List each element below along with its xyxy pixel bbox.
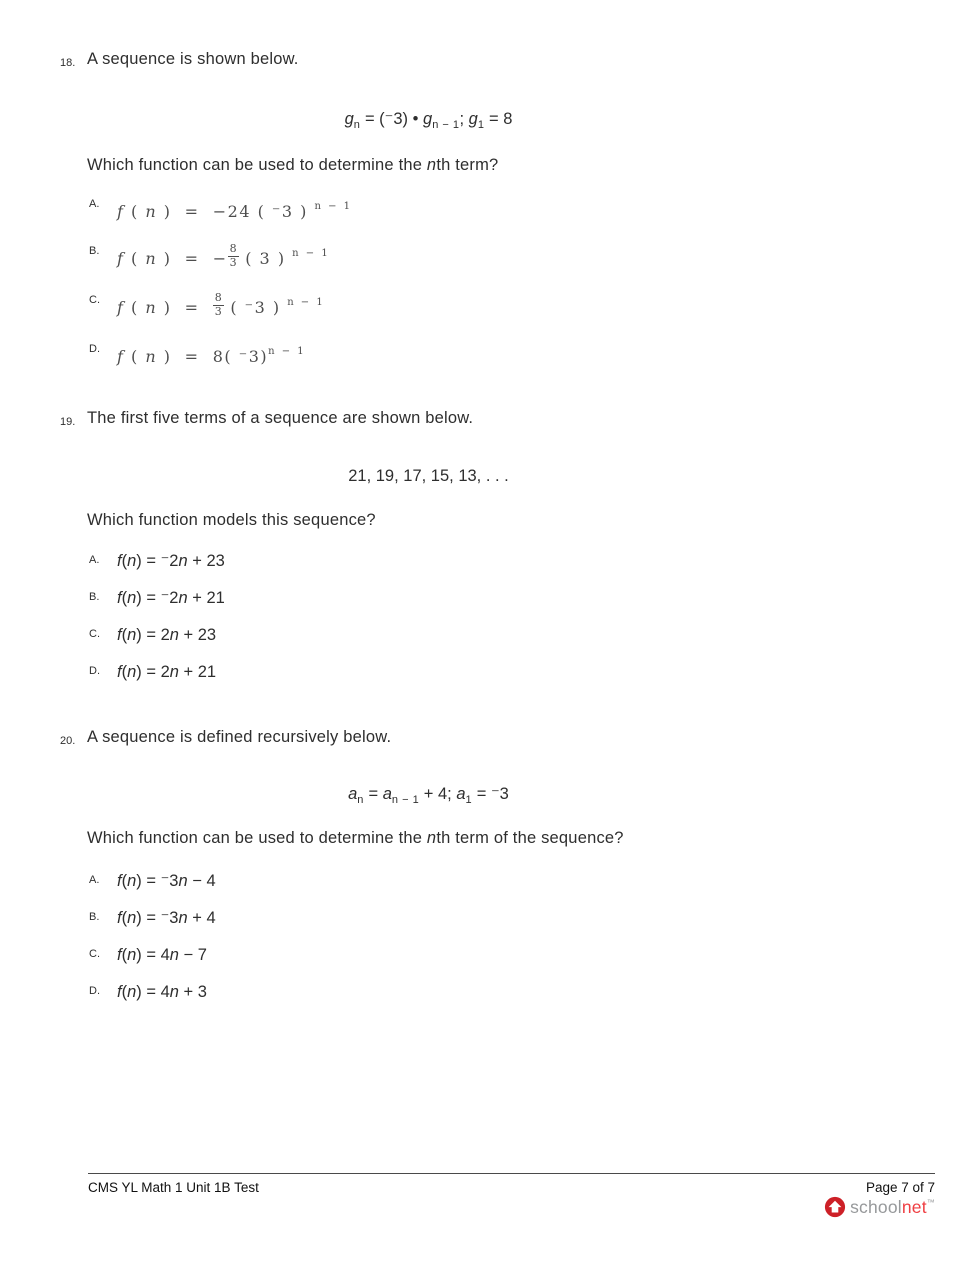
choice-formula: f(n) = 2n + 23 [117, 626, 217, 644]
question-number: 20. [60, 735, 76, 747]
choice-letter: D. [89, 343, 100, 355]
question-18-choices [89, 194, 800, 370]
schoolnet-home-icon [824, 1196, 846, 1218]
choice-formula: f(n) = ⁻2n + 21 [117, 589, 225, 607]
question-title: The first five terms of a sequence are shown below. [87, 409, 474, 427]
schoolnet-logo [824, 1196, 935, 1218]
choice-letter: C. [89, 294, 100, 306]
choice-formula: f(n) = ⁻2n + 23 [117, 552, 225, 570]
choice-formula: f(n) = 4n + 3 [117, 983, 207, 1001]
choice-a [89, 194, 800, 225]
choice-a [89, 550, 800, 572]
question-18-prompt: Which function can be used to determine the nth term? [87, 156, 499, 174]
question-title: A sequence is shown below. [87, 50, 299, 68]
choice-c [89, 624, 800, 646]
choice-formula: f ( n ) = − $\frac{8}{3}$ ( 3 ) $^{n - 1}$ [117, 242, 330, 269]
question-20-formula: $a_n = a_{n - 1} + 4$; $a_1 = ^-3$ [348, 785, 509, 806]
question-number: 19. [60, 416, 76, 428]
question-19-prompt: Which function models this sequence? [87, 511, 376, 529]
question-18-formula: $g_n = (^-3)$ • $g_{n - 1}$; $g_1 = 8$ [344, 110, 513, 131]
question-18-header [60, 48, 800, 74]
choice-c [89, 944, 800, 966]
choice-letter: C. [89, 948, 100, 960]
choice-letter: B. [89, 591, 100, 603]
choice-letter: A. [89, 198, 100, 210]
question-19 [60, 407, 800, 698]
choice-formula: f ( n ) = 8( ⁻3)$^{n - 1}$ [117, 346, 306, 366]
logo-trademark: ™ [926, 1197, 935, 1207]
question-19-sequence: 21, 19, 17, 15, 13, . . . [348, 467, 509, 485]
choice-d [89, 661, 800, 683]
choice-letter: D. [89, 665, 100, 677]
choice-d [89, 339, 800, 370]
question-number: 18. [60, 57, 76, 69]
choice-formula: f(n) = ⁻3n + 4 [117, 909, 216, 927]
question-18 [60, 48, 800, 386]
choice-letter: A. [89, 874, 100, 886]
question-20-header [60, 726, 800, 752]
choice-formula: f ( n ) = $\frac{8}{3}$ ( ⁻3 ) $^{n - 1}$ [117, 291, 325, 318]
choice-letter: A. [89, 554, 100, 566]
footer-test-name: CMS YL Math 1 Unit 1B Test [88, 1180, 259, 1195]
choice-letter: B. [89, 245, 100, 257]
schoolnet-wordmark [850, 1197, 935, 1218]
question-20 [60, 726, 800, 1018]
choice-b [89, 587, 800, 609]
choice-b [89, 241, 800, 277]
footer-divider [88, 1173, 935, 1174]
choice-c [89, 290, 800, 326]
question-title: A sequence is defined recursively below. [87, 728, 392, 746]
choice-b [89, 907, 800, 929]
choice-formula: f(n) = 4n − 7 [117, 946, 207, 964]
logo-school-text: school [850, 1196, 902, 1217]
question-19-choices [89, 550, 800, 683]
question-19-header [60, 407, 800, 433]
choice-a [89, 870, 800, 892]
choice-formula: f(n) = 2n + 21 [117, 663, 217, 681]
choice-formula: f ( n ) = −24 ( ⁻3 ) $^{n - 1}$ [117, 201, 352, 221]
logo-net-text: net [901, 1196, 927, 1217]
choice-d [89, 981, 800, 1003]
question-20-prompt: Which function can be used to determine the nth term of the sequence? [87, 829, 624, 847]
choice-letter: D. [89, 985, 100, 997]
question-20-choices [89, 870, 800, 1003]
footer-page-number: Page 7 of 7 [865, 1180, 935, 1195]
choice-letter: C. [89, 628, 100, 640]
choice-formula: f(n) = ⁻3n − 4 [117, 872, 216, 890]
choice-letter: B. [89, 911, 100, 923]
